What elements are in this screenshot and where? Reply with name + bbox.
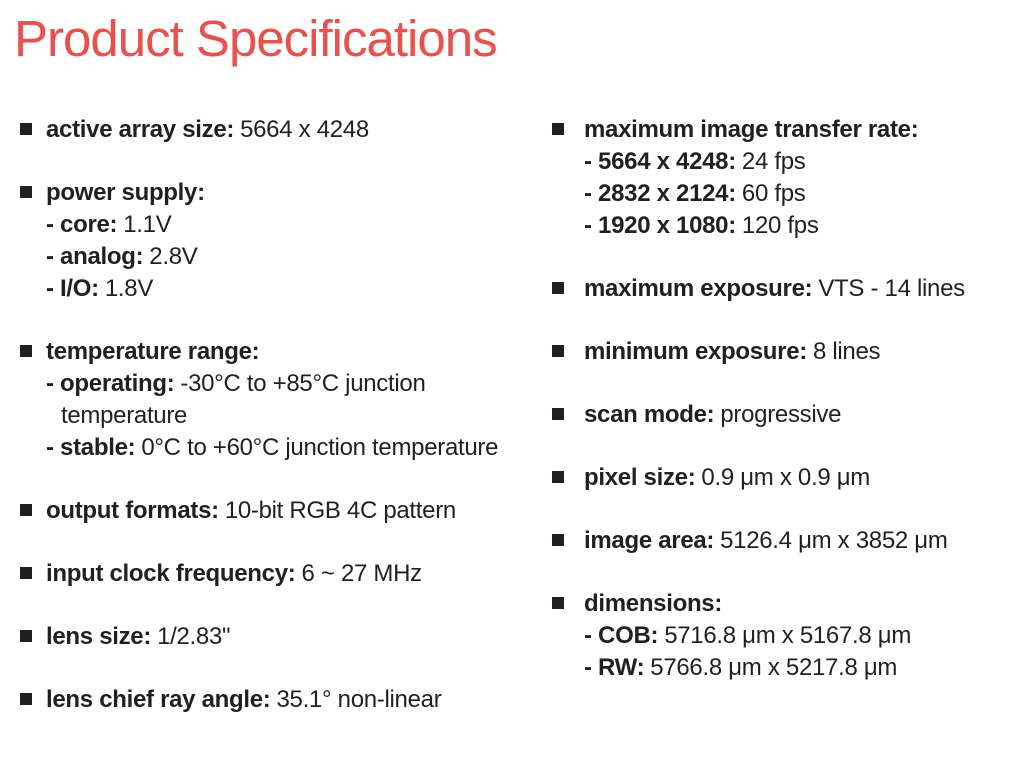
bullet-square-icon [552,345,564,357]
spec-item-line [584,336,1000,368]
spec-item-image-area [552,525,1000,557]
spec-item-temperature-range [20,336,540,464]
bullet-square-icon [552,471,564,483]
spec-sub-item-stable [46,432,540,464]
spec-value: VTS - 14 lines [818,275,965,302]
spec-sub-label: - 2832 x 2124: [584,180,736,207]
spec-value: progressive [720,401,842,428]
spec-value: 0.9 μm x 0.9 μm [701,464,870,491]
bullet-square-icon [20,693,32,705]
spec-value: 1/2.83" [157,623,231,650]
spec-item-line [584,525,1000,557]
spec-sub-label: - analog: [46,243,144,270]
bullet-square-icon [20,504,32,516]
bullet-square-icon [20,123,32,135]
spec-sub-item-i-o [46,273,540,305]
spec-item-line [46,495,540,527]
spec-value: 6 ~ 27 MHz [301,560,422,587]
spec-item-maximum-exposure [552,273,1000,305]
spec-sub-item-operating [46,368,540,432]
spec-item-line [584,273,1000,305]
spec-sub-value: 120 fps [741,212,819,239]
spec-label: power supply: [46,179,205,206]
spec-sub-value: 2.8V [149,243,198,270]
bullet-square-icon [552,123,564,135]
spec-item-line [46,621,540,653]
spec-sub-value: 1.8V [104,275,154,302]
spec-item-line [584,462,1000,494]
spec-value: 10-bit RGB 4C pattern [224,497,456,524]
bullet-square-icon [20,630,32,642]
bullet-square-icon [20,186,32,198]
spec-sub-value: 24 fps [741,148,806,175]
spec-label: lens size: [46,623,152,650]
spec-item-line [584,588,1000,620]
spec-sub-value: 0°C to +60°C junction temperature [141,434,499,461]
page-title: Product Specifications [14,10,497,67]
spec-label: dimensions: [584,590,723,617]
bullet-square-icon [20,345,32,357]
spec-sub-label: - RW: [584,654,645,681]
spec-sub-label: - core: [46,211,118,238]
spec-label: image area: [584,527,715,554]
spec-item-input-clock-frequency [20,558,540,590]
spec-sub-item-2832-x-2124 [584,178,1000,210]
spec-label: active array size: [46,116,235,143]
spec-label: maximum image transfer rate: [584,116,919,143]
spec-sub-label: - operating: [46,370,175,397]
spec-item-line [46,336,540,368]
spec-label: maximum exposure: [584,275,813,302]
spec-item-lens-size [20,621,540,653]
spec-value: 35.1° non-linear [276,686,442,713]
bullet-square-icon [552,597,564,609]
spec-item-maximum-image-transfer-rate [552,114,1000,242]
bullet-square-icon [552,282,564,294]
spec-value: 5126.4 μm x 3852 μm [720,527,948,554]
spec-sub-item-1920-x-1080 [584,210,1000,242]
spec-sub-value: 5716.8 μm x 5167.8 μm [664,622,912,649]
spec-item-line [46,177,540,209]
spec-label: input clock frequency: [46,560,296,587]
spec-columns [20,114,1000,747]
spec-item-line [46,558,540,590]
spec-sub-item-analog [46,241,540,273]
spec-label: pixel size: [584,464,696,491]
spec-item-line [584,114,1000,146]
spec-item-active-array-size [20,114,540,146]
spec-label: scan mode: [584,401,715,428]
spec-sub-value: 5766.8 μm x 5217.8 μm [650,654,898,681]
spec-sub-item-cob [584,620,1000,652]
spec-item-line [46,684,540,716]
spec-sub-value: -30°C to +85°C junction temperature [61,370,426,429]
spec-label: output formats: [46,497,219,524]
spec-value: 8 lines [812,338,881,365]
spec-column-left [20,114,540,747]
spec-item-line [584,399,1000,431]
spec-item-lens-chief-ray-angle [20,684,540,716]
spec-sub-label: - stable: [46,434,136,461]
spec-sub-label: - I/O: [46,275,99,302]
spec-item-output-formats [20,495,540,527]
spec-item-line [46,114,540,146]
spec-label: lens chief ray angle: [46,686,271,713]
spec-sub-item-core [46,209,540,241]
spec-item-dimensions [552,588,1000,684]
spec-item-minimum-exposure [552,336,1000,368]
spec-sub-label: - 1920 x 1080: [584,212,736,239]
spec-sub-item-5664-x-4248 [584,146,1000,178]
spec-label: minimum exposure: [584,338,807,365]
bullet-square-icon [552,408,564,420]
spec-item-scan-mode [552,399,1000,431]
spec-column-right [552,114,1000,747]
spec-sub-value: 60 fps [741,180,806,207]
spec-label: temperature range: [46,338,260,365]
spec-value: 5664 x 4248 [240,116,369,143]
spec-sub-item-rw [584,652,1000,684]
spec-sub-label: - COB: [584,622,659,649]
spec-sub-value: 1.1V [123,211,172,238]
bullet-square-icon [552,534,564,546]
spec-item-pixel-size [552,462,1000,494]
spec-item-power-supply [20,177,540,305]
spec-sub-label: - 5664 x 4248: [584,148,736,175]
bullet-square-icon [20,567,32,579]
